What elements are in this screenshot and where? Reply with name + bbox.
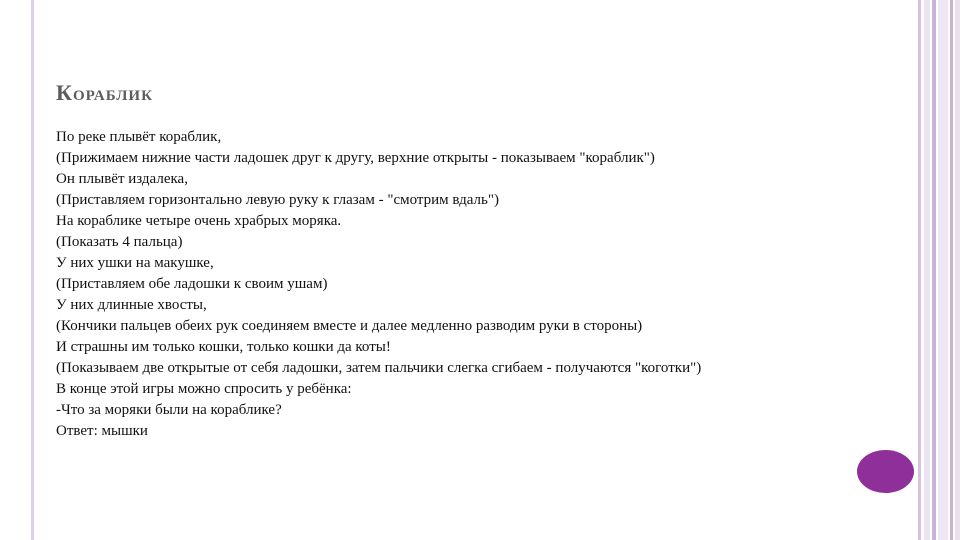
text-line: (Приставляем обе ладошки к своим ушам) bbox=[56, 276, 328, 292]
right-border-stripe bbox=[938, 0, 948, 540]
text-line: На кораблике четыре очень храбрых моряка. bbox=[56, 213, 342, 229]
text-line: Ответ: мышки bbox=[56, 423, 148, 439]
right-border-stripe bbox=[932, 0, 936, 540]
right-border-stripe bbox=[918, 0, 921, 540]
right-border-stripe bbox=[950, 0, 953, 540]
right-border-stripe bbox=[955, 0, 960, 540]
text-line: Он плывёт издалека, bbox=[56, 171, 188, 187]
text-line: (Прижимаем нижние части ладошек друг к другу, верхние открыты - показываем "кораблик") bbox=[56, 150, 655, 166]
text-line: В конце этой игры можно спросить у ребёнка: bbox=[56, 381, 352, 397]
text-line: У них длинные хвосты, bbox=[56, 297, 207, 313]
slide-body bbox=[56, 128, 836, 443]
purple-circle-decoration bbox=[857, 450, 914, 493]
slide-title: Кораблик bbox=[56, 80, 153, 105]
text-line: По реке плывёт кораблик, bbox=[56, 129, 222, 145]
text-line: (Показываем две открытые от себя ладошки, затем пальчики слегка сгибаем - получаются "коготки") bbox=[56, 360, 702, 376]
text-line: (Показать 4 пальца) bbox=[56, 234, 183, 250]
text-line: (Приставляем горизонтально левую руку к глазам - "смотрим вдаль") bbox=[56, 192, 499, 208]
text-line: И страшны им только кошки, только кошки да коты! bbox=[56, 339, 391, 355]
text-line: (Кончики пальцев обеих рук соединяем вместе и далее медленно разводим руки в стороны) bbox=[56, 318, 643, 334]
text-line: -Что за моряки были на кораблике? bbox=[56, 402, 282, 418]
text-line: У них ушки на макушке, bbox=[56, 255, 214, 271]
left-decorative-line bbox=[31, 0, 34, 540]
right-border-stripe bbox=[924, 0, 930, 540]
